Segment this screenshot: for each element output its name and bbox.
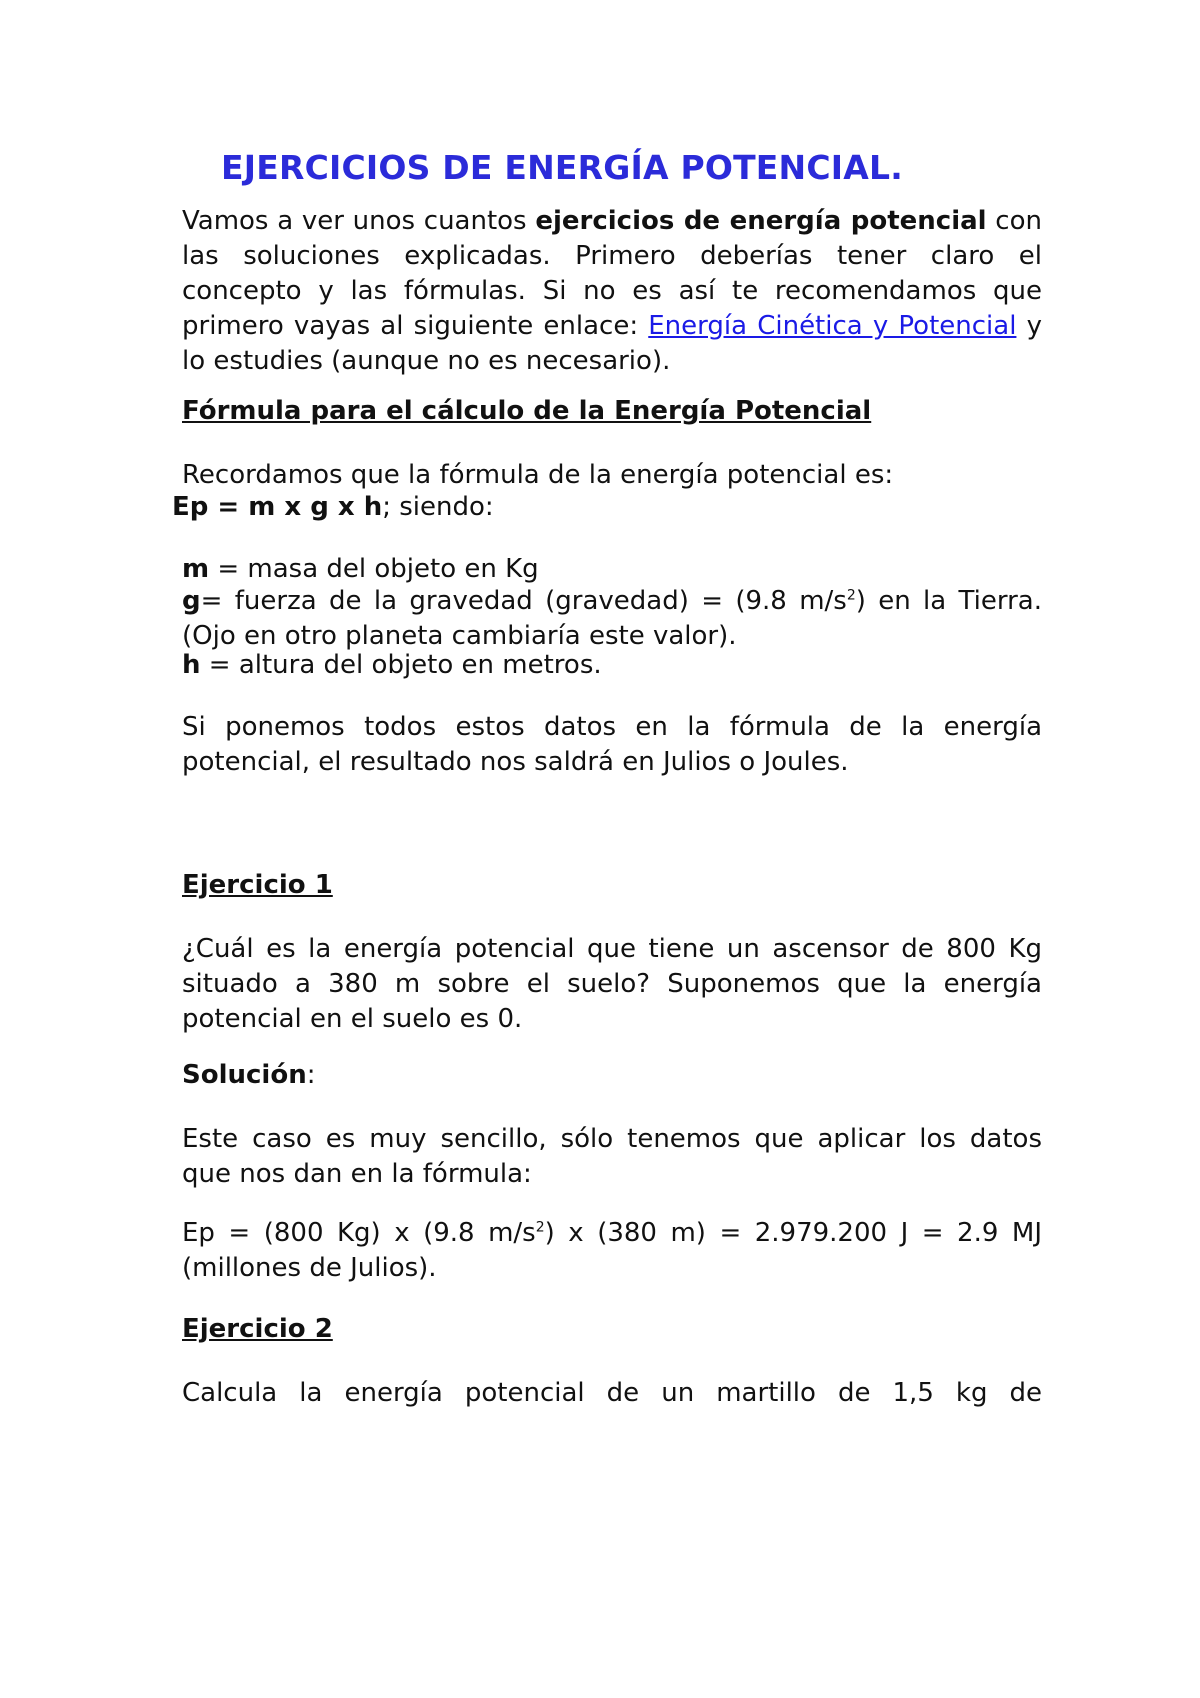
exercise-1-explanation: Este caso es muy sencillo, sólo tenemos que aplicar los datos que nos dan en la fórmula: <box>182 1124 1042 1189</box>
exercise-1-heading: Ejercicio 1 <box>182 870 333 900</box>
intro-bold-term: ejercicios de energía potencial <box>535 206 987 236</box>
intro-text-1: Vamos a ver unos cuantos <box>182 206 536 236</box>
exercise-2-question: Calcula la energía potencial de un martillo de 1,5 kg de <box>182 1378 1042 1408</box>
page-title: EJERCICIOS DE ENERGÍA POTENCIAL. <box>221 148 903 187</box>
var-h: h = altura del objeto en metros. <box>182 650 602 680</box>
units-note: Si ponemos todos estos datos en la fórmula de la energía potencial, el resultado nos saldrá en Julios o Joules. <box>182 712 1042 777</box>
exercise-1-calculation: Ep = (800 Kg) x (9.8 $m/s^2$) x (380 m) = 2.979.200 J = 2.9 MJ (millones de Julios). <box>182 1218 1042 1283</box>
formula-section-heading: Fórmula para el cálculo de la Energía Potencial <box>182 396 872 426</box>
energy-link[interactable]: Energía Cinética y Potencial <box>648 311 1017 341</box>
formula-bold: Ep = m x g x h <box>172 492 383 522</box>
var-g: g= fuerza de la gravedad (gravedad) = (9.8 $m/s^2$) en la Tierra. (Ojo en otro planeta cambiaría este valor). <box>182 586 1042 651</box>
intro-text-2: con las soluciones explicadas. Primero deberías tener claro el concepto y las fórmulas. Si no es así te recomendamos que primero vayas al siguiente enlace: <box>182 206 1042 341</box>
formula-rest: ; siendo: <box>382 492 494 522</box>
var-m: m = masa del objeto en Kg <box>182 554 539 584</box>
intro-paragraph <box>172 204 1042 379</box>
exercise-1-solution-label: Solución: <box>182 1060 316 1090</box>
exercise-2-heading: Ejercicio 2 <box>182 1314 333 1344</box>
formula-line <box>172 490 1032 525</box>
recall-text: Recordamos que la fórmula de la energía potencial es: <box>182 460 894 490</box>
exercise-1-question: ¿Cuál es la energía potencial que tiene un ascensor de 800 Kg situado a 380 m sobre el suelo? Suponemos que la energía potencial en el suelo es 0. <box>182 934 1042 1034</box>
intro-text-3: y lo estudies (aunque no es necesario). <box>182 311 1042 376</box>
